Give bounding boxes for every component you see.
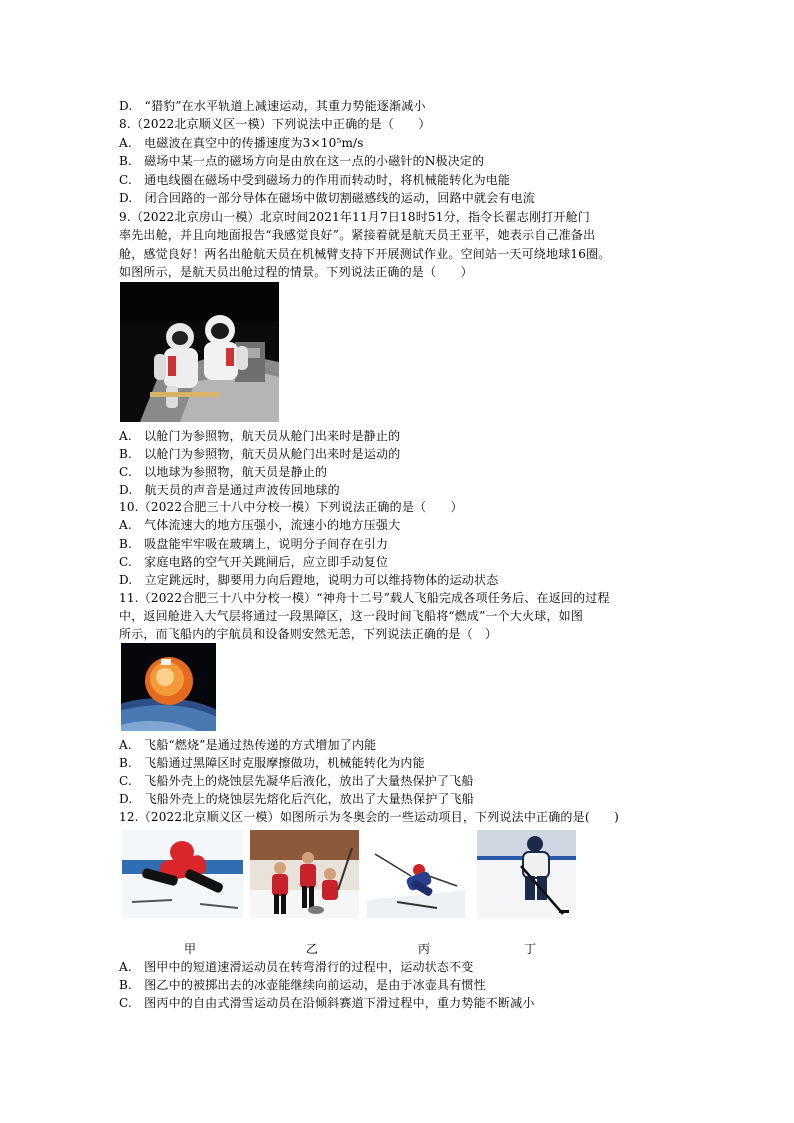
caption-ding: 丁 xyxy=(524,942,537,956)
caption-jia: 甲 xyxy=(184,942,197,956)
q9-stem-line-2: 率先出舱，并且向地面报告“我感觉良好”。紧接着就是航天员王亚平，她表示自己准备出 xyxy=(119,228,596,242)
q11-stem-line-3: 所示，而飞船内的宇航员和设备则安然无恙，下列说法正确的是（ ） xyxy=(119,627,498,641)
q11-option-c: C. 飞船外壳上的烧蚀层先凝华后液化，放出了大量热保护了飞船 xyxy=(119,774,474,788)
caption-yi: 乙 xyxy=(306,942,319,956)
astronaut-spacewalk-photo xyxy=(120,282,279,422)
q9-option-d: D. 航天员的声音是通过声波传回地球的 xyxy=(119,483,340,497)
q11-option-d: D. 飞船外壳上的烧蚀层先熔化后汽化，放出了大量热保护了飞船 xyxy=(119,792,475,806)
q11-stem-line-1: 11.（2022合肥三十八中分校一模）“神舟十二号”载人飞船完成各项任务后、在返回的过程 xyxy=(119,591,610,605)
q11-stem-line-2: 中，返回舱进入大气层将通过一段黑障区，这一段时间飞船将“燃成”一个大火球，如图 xyxy=(119,609,584,623)
q12-option-c: C. 图丙中的自由式滑雪运动员在沿倾斜赛道下滑过程中，重力势能不断减小 xyxy=(119,996,535,1010)
q12-option-a: A. 图甲中的短道速滑运动员在转弯滑行的过程中，运动状态不变 xyxy=(119,960,474,974)
curling-photo xyxy=(250,830,359,918)
q11-option-a: A. 飞船“燃烧”是通过热传递的方式增加了内能 xyxy=(119,738,377,752)
q9-option-c: C. 以地球为参照物，航天员是静止的 xyxy=(119,465,328,479)
ice-hockey-photo xyxy=(477,830,576,918)
q7-option-d: D. “猎豹”在水平轨道上减速运动，其重力势能逐渐减小 xyxy=(119,99,426,113)
q9-stem-line-3: 舱，感觉良好！两名出舱航天员在机械臂支持下开展测试作业。空间站一天可绕地球16圈。 xyxy=(119,247,611,261)
q8-option-b: B. 磁场中某一点的磁场方向是由放在这一点的小磁针的N极决定的 xyxy=(119,154,485,168)
caption-bing: 丙 xyxy=(418,942,431,956)
q8-stem: 8.（2022北京顺义区一模）下列说法中正确的是（ ） xyxy=(119,117,431,131)
speed-skating-photo xyxy=(122,830,243,918)
q12-stem: 12.（2022北京顺义区一模）如图所示为冬奥会的一些运动项目，下列说法中正确的是( ) xyxy=(119,810,619,824)
q10-option-d: D. 立定跳远时，脚要用力向后蹬地，说明力可以维持物体的运动状态 xyxy=(119,573,499,587)
q9-option-b: B. 以舱门为参照物，航天员从舱门出来时是运动的 xyxy=(119,447,401,461)
q12-option-b: B. 图乙中的被掷出去的冰壶能继续向前运动，是由于冰壶具有惯性 xyxy=(119,978,486,992)
q9-stem-line-1: 9.（2022北京房山一模）北京时间2021年11月7日18时51分，指令长翟志刚打开舱门 xyxy=(119,210,590,224)
q9-stem-line-4: 如图所示，是航天员出舱过程的情景。下列说法正确的是（ ） xyxy=(119,265,473,279)
q9-option-a: A. 以舱门为参照物，航天员从舱门出来时是静止的 xyxy=(119,429,401,443)
capsule-reentry-photo xyxy=(121,643,216,731)
freestyle-skiing-photo xyxy=(367,830,465,918)
q8-option-d: D. 闭合回路的一部分导体在磁场中做切割磁感线的运动，回路中就会有电流 xyxy=(119,191,536,205)
q10-option-b: B. 吸盘能牢牢吸在玻璃上，说明分子间存在引力 xyxy=(119,537,389,551)
q8-option-a: A. 电磁波在真空中的传播速度为3×10⁵m/s xyxy=(119,136,364,150)
q10-stem: 10.（2022合肥三十八中分校一模）下列说法正确的是（ ） xyxy=(119,500,463,514)
q8-option-c: C. 通电线圈在磁场中受到磁场力的作用而转动时，将机械能转化为电能 xyxy=(119,173,511,187)
q10-option-c: C. 家庭电路的空气开关跳闸后，应立即手动复位 xyxy=(119,555,389,569)
q10-option-a: A. 气体流速大的地方压强小，流速小的地方压强大 xyxy=(119,518,401,532)
q11-option-b: B. 飞船通过黑障区时克服摩擦做功，机械能转化为内能 xyxy=(119,756,425,770)
